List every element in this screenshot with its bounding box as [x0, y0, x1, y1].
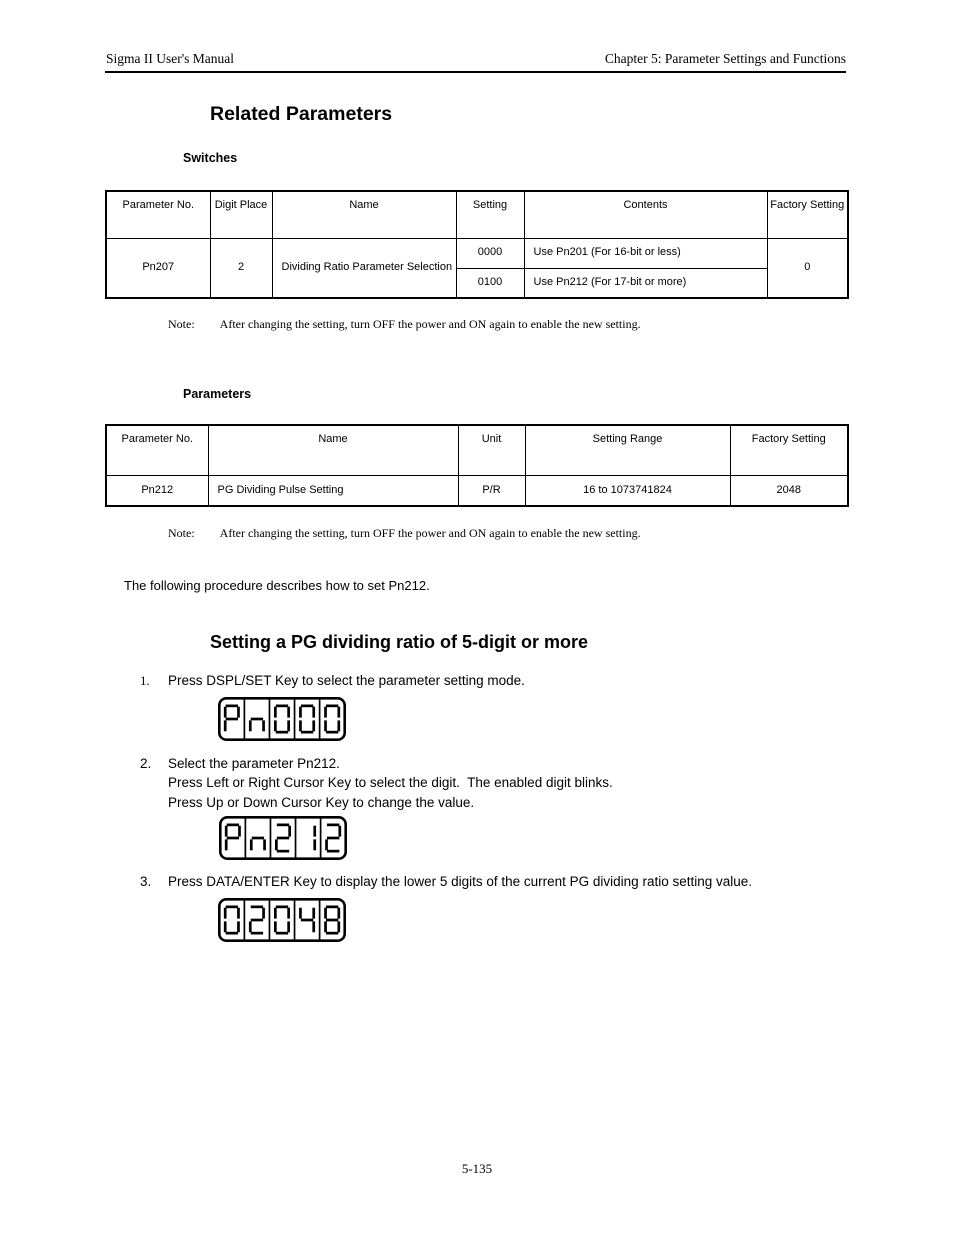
col-header-parameter-no: Parameter No.	[106, 425, 208, 475]
note-text: After changing the setting, turn OFF the power and ON again to enable the new setting.	[219, 317, 641, 331]
step-text: Press DATA/ENTER Key to display the lower 5 digits of the current PG dividing ratio setting value.	[168, 874, 753, 889]
parameters-table-header-row	[106, 425, 848, 475]
step-number: 3.	[140, 874, 152, 889]
cell-factory-setting: 2048	[730, 475, 848, 506]
seven-segment-display-pn000	[218, 697, 346, 741]
cell-contents-0000: Use Pn201 (For 16-bit or less)	[524, 238, 767, 268]
note-text: After changing the setting, turn OFF the power and ON again to enable the new setting.	[219, 526, 641, 540]
switches-label: Switches	[183, 151, 238, 165]
table-row	[106, 238, 848, 268]
col-header-name: Name	[272, 191, 456, 238]
cell-setting-range: 16 to 1073741824	[525, 475, 730, 506]
cell-name: Dividing Ratio Parameter Selection	[272, 238, 456, 298]
cell-parameter-no: Pn212	[106, 475, 208, 506]
seven-segment-display-02048	[218, 898, 346, 942]
seven-segment-display-pn212	[219, 816, 347, 860]
procedure-intro: The following procedure describes how to set Pn212.	[124, 578, 430, 593]
cell-setting-0100: 0100	[456, 268, 524, 298]
step-number: 2.	[140, 756, 152, 771]
col-header-parameter-no: Parameter No.	[106, 191, 210, 238]
col-header-unit: Unit	[458, 425, 525, 475]
cell-unit: P/R	[458, 475, 525, 506]
section-title-setting-pg-dividing-ratio: Setting a PG dividing ratio of 5-digit or more	[210, 632, 589, 652]
col-header-factory-setting: Factory Setting	[730, 425, 848, 475]
note-label: Note:	[168, 526, 195, 540]
col-header-contents: Contents	[524, 191, 767, 238]
step-text: Press DSPL/SET Key to select the parameter setting mode.	[168, 673, 525, 688]
cell-name: PG Dividing Pulse Setting	[208, 475, 458, 506]
step-number: 1.	[140, 673, 150, 688]
cell-contents-0100: Use Pn212 (For 17-bit or more)	[524, 268, 767, 298]
cell-parameter-no: Pn207	[106, 238, 210, 298]
procedure-step-3	[140, 872, 752, 891]
header-book-title: Sigma II User's Manual	[106, 51, 235, 66]
col-header-setting-range: Setting Range	[525, 425, 730, 475]
parameters-table	[105, 424, 849, 507]
cell-setting-0000: 0000	[456, 238, 524, 268]
note	[168, 317, 641, 332]
switches-table	[105, 190, 849, 299]
cell-digit-place: 2	[210, 238, 272, 298]
section-title-related-parameters: Related Parameters	[210, 103, 393, 125]
note	[168, 526, 641, 541]
col-header-digit-place: Digit Place	[210, 191, 272, 238]
col-header-factory-setting: Factory Setting	[767, 191, 848, 238]
cell-factory-setting: 0	[767, 238, 848, 298]
col-header-name: Name	[208, 425, 458, 475]
col-header-setting: Setting	[456, 191, 524, 238]
step-text: Select the parameter Pn212. Press Left or Right Cursor Key to select the digit. The enabled digit blinks. Press Up or Down Cursor Key to change the value.	[168, 756, 613, 810]
header-rule	[105, 71, 846, 73]
procedure-step-1	[140, 671, 525, 690]
parameters-label: Parameters	[183, 387, 252, 401]
procedure-step-2	[140, 754, 613, 812]
header-chapter-title: Chapter 5: Parameter Settings and Functions	[604, 51, 846, 66]
note-label: Note:	[168, 317, 195, 331]
page-number: 5-135	[461, 1161, 493, 1176]
switches-table-header-row	[106, 191, 848, 238]
table-row	[106, 475, 848, 506]
